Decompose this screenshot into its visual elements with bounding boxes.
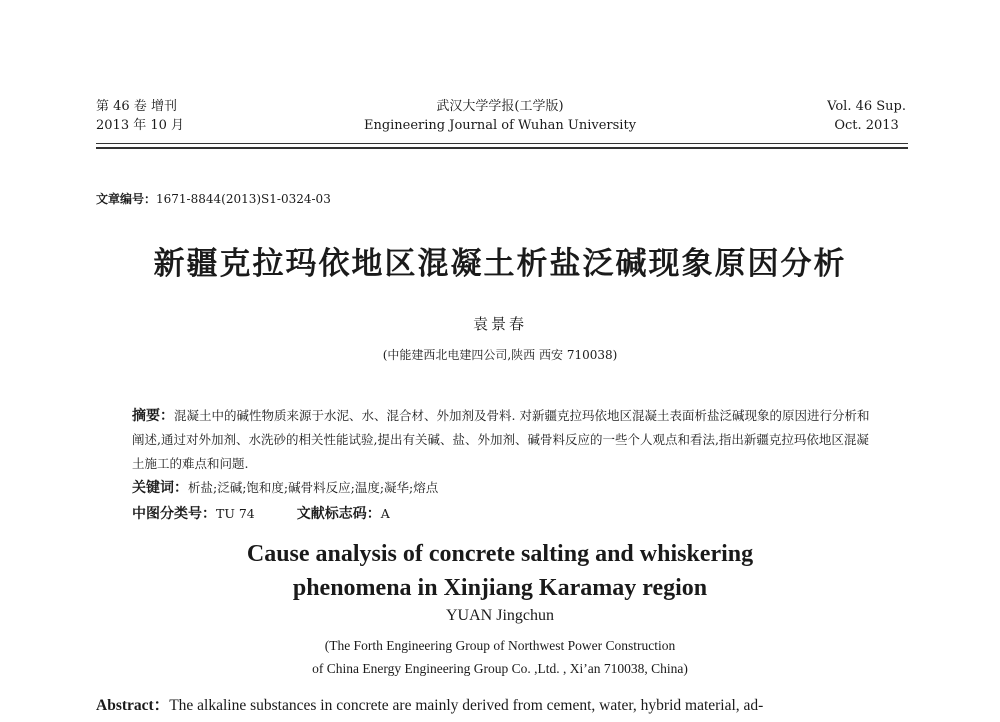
title-cn: 新疆克拉玛依地区混凝土析盐泛碱现象原因分析 [153, 246, 847, 282]
abstract-en [96, 693, 763, 715]
date-en: Oct. 2013 [834, 118, 899, 133]
article-number-label: 文章编号： [96, 192, 157, 206]
keywords-cn-text: 析盐;泛碱;饱和度;碱骨料反应;温度;凝华;熔点 [188, 480, 439, 495]
journal-issue-en [827, 97, 906, 135]
affiliation-en-line2: of China Energy Engineering Group Co. ,Ltd. , Xi’an 710038, China) [312, 661, 688, 676]
author-cn: 袁景春 [472, 315, 527, 333]
abstract-cn-text: 混凝土中的碱性物质来源于水泥、水、混合材、外加剂及骨料. 对新疆克拉玛依地区混凝土表面析盐泛碱现象的原因进行分析和阐述,通过对外加剂、水洗砂的相关性能试验,提出有关碱、盐、外加剂、碱骨料反应的一些个人观点和看法,指出新疆克拉玛依地区混凝土施工的难点和问题. [132, 408, 870, 471]
affiliation-en-line1: (The Forth Engineering Group of Northwest Power Construction [324, 638, 676, 653]
header-rule-thick [96, 147, 908, 149]
article-number [96, 190, 331, 207]
affiliation-cn: (中能建西北电建四公司,陕西 西安 710038) [382, 348, 618, 362]
doc-code-label: 文献标志码： [296, 506, 381, 522]
header-rule-thin [96, 143, 908, 144]
clc-label: 中图分类号： [132, 506, 216, 522]
abstract-cn-label: 摘要： [132, 408, 174, 424]
abstract-cn [132, 404, 877, 476]
title-en-line1: Cause analysis of concrete salting and whiskering [246, 541, 754, 567]
keywords-cn [132, 477, 438, 497]
journal-name-en: Engineering Journal of Wuhan University [363, 118, 637, 133]
article-number-value: 1671-8844(2013)S1-0324-03 [156, 192, 331, 206]
classification-cn [132, 503, 390, 523]
volume-cn: 第 46 卷 增刊 [96, 99, 177, 114]
doc-code-value: A [380, 506, 390, 521]
affiliation-en [0, 634, 1000, 680]
journal-name-cn: 武汉大学学报(工学版) [436, 99, 564, 114]
title-en-line2: phenomena in Xinjiang Karamay region [292, 575, 708, 601]
clc-value: TU 74 [216, 506, 255, 521]
title-en [0, 537, 1000, 605]
keywords-cn-label: 关键词： [132, 480, 188, 496]
abstract-en-label: Abstract： [96, 697, 170, 714]
volume-en: Vol. 46 Sup. [827, 99, 906, 114]
author-en: YUAN Jingchun [446, 607, 554, 624]
date-cn: 2013 年 10 月 [96, 118, 185, 133]
abstract-en-text: The alkaline substances in concrete are mainly derived from cement, water, hybrid material, ad- [169, 697, 764, 714]
